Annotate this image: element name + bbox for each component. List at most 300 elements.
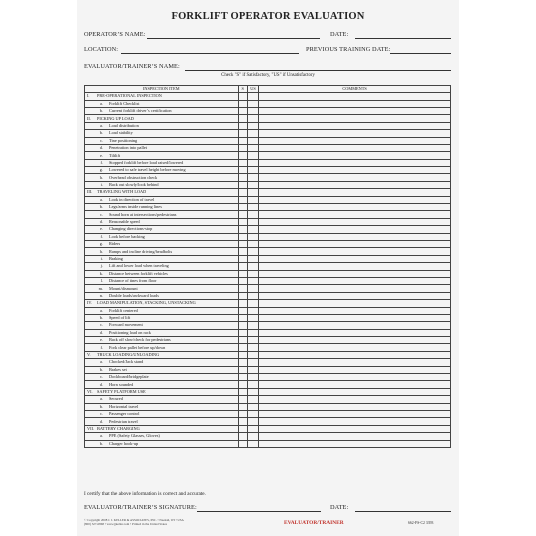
inspection-item-cell <box>85 277 239 284</box>
us-checkbox-cell[interactable] <box>247 329 258 336</box>
comments-cell[interactable] <box>259 174 451 181</box>
inspection-item-cell <box>85 211 239 218</box>
s-checkbox-cell[interactable] <box>238 107 247 114</box>
comments-cell[interactable] <box>259 337 451 344</box>
comments-cell[interactable] <box>259 115 451 122</box>
item-letter: a. <box>100 196 103 202</box>
section-row <box>85 115 451 122</box>
comments-cell[interactable] <box>259 344 451 351</box>
table-row <box>85 307 451 314</box>
s-checkbox-cell[interactable] <box>238 144 247 151</box>
s-checkbox-cell[interactable] <box>238 344 247 351</box>
item-text: Ramps and incline driving/headbolts <box>109 248 173 254</box>
item-text: Speed of lift <box>109 315 131 321</box>
comments-cell[interactable] <box>259 107 451 114</box>
s-checkbox-cell[interactable] <box>238 204 247 211</box>
item-letter: b. <box>99 315 103 321</box>
inspection-item-cell <box>85 418 239 425</box>
s-checkbox-cell[interactable] <box>238 159 247 166</box>
item-letter: i. <box>100 255 103 261</box>
us-checkbox-cell[interactable] <box>247 107 258 114</box>
table-header-row <box>85 86 451 93</box>
us-cell[interactable] <box>247 189 258 196</box>
header-comments: COMMENTS <box>259 86 451 93</box>
item-text: Distance between forklift vehicles <box>109 270 168 276</box>
comments-cell[interactable] <box>259 403 451 410</box>
section-title: BATTERY CHARGING <box>97 425 140 431</box>
table-row <box>85 196 451 203</box>
item-letter: j. <box>100 263 103 269</box>
s-checkbox-cell[interactable] <box>238 255 247 262</box>
item-text: Distance of tines from floor <box>109 278 157 284</box>
us-checkbox-cell[interactable] <box>247 100 258 107</box>
comments-cell[interactable] <box>259 137 451 144</box>
section-title-cell <box>85 189 239 196</box>
table-row <box>85 263 451 270</box>
s-checkbox-cell[interactable] <box>238 440 247 447</box>
item-text: Changing directions-stop <box>109 226 153 232</box>
s-checkbox-cell[interactable] <box>238 263 247 270</box>
comments-cell[interactable] <box>259 167 451 174</box>
s-cell[interactable] <box>238 189 247 196</box>
us-checkbox-cell[interactable] <box>247 211 258 218</box>
us-checkbox-cell[interactable] <box>247 307 258 314</box>
item-letter: e. <box>100 152 103 158</box>
evaluator-name-field[interactable] <box>185 70 451 71</box>
comments-cell[interactable] <box>259 418 451 425</box>
s-checkbox-cell[interactable] <box>238 196 247 203</box>
item-text: Positioning load on rack <box>109 329 151 335</box>
section-row <box>85 300 451 307</box>
copy-label: EVALUATOR/TRAINER <box>284 520 344 526</box>
s-cell[interactable] <box>238 351 247 358</box>
item-text: Back off slow/check for pedestrians <box>109 337 171 343</box>
signature-field[interactable] <box>197 511 321 512</box>
item-text: Brakes set <box>109 366 127 372</box>
comments-cell[interactable] <box>259 255 451 262</box>
signature-date-label: DATE: <box>330 504 349 511</box>
comments-cell[interactable] <box>259 204 451 211</box>
us-cell[interactable] <box>247 115 258 122</box>
item-letter: a. <box>100 433 103 439</box>
comments-cell[interactable] <box>259 263 451 270</box>
comments-cell[interactable] <box>259 322 451 329</box>
us-checkbox-cell[interactable] <box>247 277 258 284</box>
table-row <box>85 100 451 107</box>
table-row <box>85 248 451 255</box>
item-letter: f. <box>100 233 103 239</box>
comments-cell[interactable] <box>259 130 451 137</box>
inspection-item-cell <box>85 344 239 351</box>
section-title-cell <box>85 115 239 122</box>
table-row <box>85 167 451 174</box>
comments-cell[interactable] <box>259 410 451 417</box>
comments-cell[interactable] <box>259 277 451 284</box>
us-checkbox-cell[interactable] <box>247 137 258 144</box>
table-row <box>85 396 451 403</box>
item-text: PPE (Safety Glasses, Gloves) <box>109 433 160 439</box>
inspection-item-cell <box>85 329 239 336</box>
s-checkbox-cell[interactable] <box>238 233 247 240</box>
certification-statement: I certify that the above information is correct and accurate. <box>84 491 206 497</box>
us-checkbox-cell[interactable] <box>247 152 258 159</box>
comments-cell[interactable] <box>259 307 451 314</box>
section-title-cell <box>85 351 239 358</box>
inspection-item-cell <box>85 255 239 262</box>
inspection-item-cell <box>85 181 239 188</box>
section-number: V. <box>87 352 91 358</box>
s-checkbox-cell[interactable] <box>238 130 247 137</box>
s-checkbox-cell[interactable] <box>238 433 247 440</box>
us-checkbox-cell[interactable] <box>247 381 258 388</box>
item-text: Forklift centered <box>109 307 138 313</box>
s-checkbox-cell[interactable] <box>238 337 247 344</box>
table-row <box>85 329 451 336</box>
us-checkbox-cell[interactable] <box>247 440 258 447</box>
item-letter: e. <box>100 226 103 232</box>
us-checkbox-cell[interactable] <box>247 366 258 373</box>
inspection-item-cell <box>85 248 239 255</box>
section-title: SAFETY PLATFORM USE <box>97 389 146 394</box>
s-checkbox-cell[interactable] <box>238 218 247 225</box>
us-checkbox-cell[interactable] <box>247 433 258 440</box>
s-checkbox-cell[interactable] <box>238 137 247 144</box>
inspection-item-cell <box>85 204 239 211</box>
s-checkbox-cell[interactable] <box>238 211 247 218</box>
comments-cell[interactable] <box>259 440 451 447</box>
comments-cell[interactable] <box>259 396 451 403</box>
comments-cell[interactable] <box>259 189 451 196</box>
item-text: Legs/arms inside running lines <box>109 204 162 210</box>
us-checkbox-cell[interactable] <box>247 167 258 174</box>
table-row <box>85 255 451 262</box>
inspection-item-cell <box>85 359 239 366</box>
inspection-item-cell <box>85 366 239 373</box>
us-cell[interactable] <box>247 351 258 358</box>
inspection-item-cell <box>85 107 239 114</box>
item-text: Secured <box>109 396 123 402</box>
section-row <box>85 351 451 358</box>
comments-cell[interactable] <box>259 285 451 292</box>
s-checkbox-cell[interactable] <box>238 329 247 336</box>
section-row <box>85 425 451 432</box>
item-text: Overhead obstruction check <box>109 174 158 180</box>
us-checkbox-cell[interactable] <box>247 159 258 166</box>
item-letter: b. <box>99 130 103 136</box>
table-row <box>85 410 451 417</box>
s-checkbox-cell[interactable] <box>238 292 247 299</box>
comments-cell[interactable] <box>259 226 451 233</box>
us-cell[interactable] <box>247 388 258 395</box>
s-checkbox-cell[interactable] <box>238 396 247 403</box>
us-checkbox-cell[interactable] <box>247 314 258 321</box>
s-checkbox-cell[interactable] <box>238 314 247 321</box>
us-checkbox-cell[interactable] <box>247 322 258 329</box>
comments-cell[interactable] <box>259 233 451 240</box>
us-checkbox-cell[interactable] <box>247 337 258 344</box>
us-checkbox-cell[interactable] <box>247 218 258 225</box>
header-s: S <box>238 86 247 93</box>
inspection-item-cell <box>85 440 239 447</box>
item-text: Forklift Checklist <box>109 100 140 106</box>
comments-cell[interactable] <box>259 100 451 107</box>
table-row <box>85 226 451 233</box>
table-row <box>85 440 451 447</box>
comments-cell[interactable] <box>259 122 451 129</box>
us-checkbox-cell[interactable] <box>247 174 258 181</box>
us-checkbox-cell[interactable] <box>247 344 258 351</box>
table-row <box>85 144 451 151</box>
operator-name-field[interactable] <box>147 38 320 39</box>
location-field[interactable] <box>121 53 299 54</box>
comments-cell[interactable] <box>259 359 451 366</box>
item-text: Dockboard/bridgeplate <box>109 374 149 380</box>
item-text: Load distribution <box>109 122 139 128</box>
s-checkbox-cell[interactable] <box>238 100 247 107</box>
inspection-item-cell <box>85 292 239 299</box>
table-row <box>85 122 451 129</box>
inspection-item-cell <box>85 322 239 329</box>
item-letter: l. <box>100 278 103 284</box>
section-number: VII. <box>87 425 95 431</box>
comments-cell[interactable] <box>259 144 451 151</box>
inspection-item-cell <box>85 100 239 107</box>
section-title-cell <box>85 425 239 432</box>
us-checkbox-cell[interactable] <box>247 181 258 188</box>
section-row <box>85 388 451 395</box>
comments-cell[interactable] <box>259 425 451 432</box>
s-checkbox-cell[interactable] <box>238 181 247 188</box>
item-letter: a. <box>100 396 103 402</box>
previous-training-date-field[interactable] <box>390 53 451 54</box>
s-checkbox-cell[interactable] <box>238 226 247 233</box>
comments-cell[interactable] <box>259 93 451 100</box>
item-letter: g. <box>99 167 103 173</box>
table-row <box>85 433 451 440</box>
s-checkbox-cell[interactable] <box>238 174 247 181</box>
inspection-item-cell <box>85 196 239 203</box>
us-checkbox-cell[interactable] <box>247 144 258 151</box>
item-letter: f. <box>100 344 103 350</box>
s-cell[interactable] <box>238 93 247 100</box>
item-text: Riders <box>109 241 121 247</box>
table-row <box>85 403 451 410</box>
inspection-item-cell <box>85 374 239 381</box>
comments-cell[interactable] <box>259 159 451 166</box>
form-code: 662-FS-C2 3393 <box>408 521 434 525</box>
comments-cell[interactable] <box>259 388 451 395</box>
table-row <box>85 285 451 292</box>
item-letter: c. <box>100 411 103 417</box>
footer-copyright <box>84 519 184 527</box>
table-row <box>85 233 451 240</box>
inspection-item-cell <box>85 263 239 270</box>
inspection-item-cell <box>85 233 239 240</box>
us-cell[interactable] <box>247 93 258 100</box>
section-title: TRAVELING WITH LOAD <box>97 189 147 195</box>
table-row <box>85 337 451 344</box>
us-checkbox-cell[interactable] <box>247 285 258 292</box>
us-checkbox-cell[interactable] <box>247 204 258 211</box>
table-row <box>85 366 451 373</box>
table-row <box>85 270 451 277</box>
item-letter: d. <box>99 381 103 387</box>
section-number: IV. <box>87 300 93 306</box>
s-checkbox-cell[interactable] <box>238 403 247 410</box>
item-letter: h. <box>99 248 103 254</box>
inspection-item-cell <box>85 433 239 440</box>
check-instruction: Check "S" if Satisfactory, "US" if Unsatisfactory <box>221 73 315 78</box>
item-letter: c. <box>100 137 103 143</box>
s-checkbox-cell[interactable] <box>238 285 247 292</box>
us-checkbox-cell[interactable] <box>247 196 258 203</box>
comments-cell[interactable] <box>259 314 451 321</box>
s-checkbox-cell[interactable] <box>238 248 247 255</box>
us-checkbox-cell[interactable] <box>247 226 258 233</box>
item-text: Fork clear pallet before up/down <box>109 344 166 350</box>
item-text: Passenger control <box>109 411 140 417</box>
table-row <box>85 107 451 114</box>
item-text: Braking <box>109 255 123 261</box>
inspection-item-cell <box>85 270 239 277</box>
previous-training-date-label: PREVIOUS TRAINING DATE: <box>306 46 391 53</box>
header-inspection-item: INSPECTION ITEM <box>85 86 239 93</box>
s-checkbox-cell[interactable] <box>238 410 247 417</box>
s-checkbox-cell[interactable] <box>238 381 247 388</box>
comments-cell[interactable] <box>259 329 451 336</box>
comments-cell[interactable] <box>259 248 451 255</box>
section-title-cell <box>85 388 239 395</box>
item-letter: a. <box>100 100 103 106</box>
inspection-item-cell <box>85 130 239 137</box>
us-checkbox-cell[interactable] <box>247 130 258 137</box>
item-letter: d. <box>99 145 103 151</box>
comments-cell[interactable] <box>259 433 451 440</box>
s-checkbox-cell[interactable] <box>238 374 247 381</box>
us-cell[interactable] <box>247 300 258 307</box>
s-checkbox-cell[interactable] <box>238 418 247 425</box>
us-checkbox-cell[interactable] <box>247 396 258 403</box>
us-checkbox-cell[interactable] <box>247 263 258 270</box>
us-checkbox-cell[interactable] <box>247 403 258 410</box>
item-text: Pedestrian travel <box>109 418 138 424</box>
s-cell[interactable] <box>238 388 247 395</box>
us-checkbox-cell[interactable] <box>247 233 258 240</box>
inspection-item-cell <box>85 410 239 417</box>
item-letter: b. <box>99 366 103 372</box>
section-number: II. <box>87 115 91 121</box>
item-letter: c. <box>100 374 103 380</box>
item-letter: i. <box>100 182 103 188</box>
item-text: Sound horn at intersections/pedestrians <box>109 211 177 217</box>
comments-cell[interactable] <box>259 292 451 299</box>
inspection-item-cell <box>85 152 239 159</box>
comments-cell[interactable] <box>259 381 451 388</box>
table-row <box>85 344 451 351</box>
us-checkbox-cell[interactable] <box>247 374 258 381</box>
comments-cell[interactable] <box>259 196 451 203</box>
item-letter: b. <box>99 440 103 446</box>
item-text: Double loads/awkward loads <box>109 292 159 298</box>
comments-cell[interactable] <box>259 351 451 358</box>
inspection-item-cell <box>85 337 239 344</box>
us-checkbox-cell[interactable] <box>247 418 258 425</box>
us-checkbox-cell[interactable] <box>247 122 258 129</box>
section-number: III. <box>87 189 93 195</box>
table-row <box>85 204 451 211</box>
comments-cell[interactable] <box>259 181 451 188</box>
us-checkbox-cell[interactable] <box>247 410 258 417</box>
item-text: Lift and lower load when traveling <box>109 263 169 269</box>
date-label: DATE: <box>330 31 349 38</box>
inspection-item-cell <box>85 314 239 321</box>
item-text: Chocked/Jack stand <box>109 359 144 365</box>
table-row <box>85 137 451 144</box>
section-title: TRUCK LOADING/UNLOADING <box>97 352 160 358</box>
table-row <box>85 314 451 321</box>
item-text: Tiltlift <box>109 152 121 158</box>
s-checkbox-cell[interactable] <box>238 270 247 277</box>
table-row <box>85 359 451 366</box>
header-us: US <box>247 86 258 93</box>
comments-cell[interactable] <box>259 374 451 381</box>
s-checkbox-cell[interactable] <box>238 277 247 284</box>
operator-name-label: OPERATOR’S NAME: <box>84 31 146 38</box>
us-checkbox-cell[interactable] <box>247 270 258 277</box>
table-row <box>85 159 451 166</box>
us-checkbox-cell[interactable] <box>247 292 258 299</box>
section-title: PICKING UP LOAD <box>97 115 134 121</box>
section-title: LOAD MANIPULATION, STACKING, UNSTACKING <box>97 300 196 306</box>
item-text: Reasonable speed <box>109 219 140 225</box>
item-letter: b. <box>99 403 103 409</box>
s-checkbox-cell[interactable] <box>238 307 247 314</box>
s-checkbox-cell[interactable] <box>238 167 247 174</box>
comments-cell[interactable] <box>259 300 451 307</box>
us-checkbox-cell[interactable] <box>247 359 258 366</box>
comments-cell[interactable] <box>259 211 451 218</box>
item-letter: b. <box>99 204 103 210</box>
comments-cell[interactable] <box>259 366 451 373</box>
us-checkbox-cell[interactable] <box>247 241 258 248</box>
comments-cell[interactable] <box>259 152 451 159</box>
table-row <box>85 277 451 284</box>
item-letter: a. <box>100 307 103 313</box>
s-checkbox-cell[interactable] <box>238 359 247 366</box>
s-cell[interactable] <box>238 115 247 122</box>
us-cell[interactable] <box>247 425 258 432</box>
us-checkbox-cell[interactable] <box>247 255 258 262</box>
inspection-item-cell <box>85 396 239 403</box>
section-number: VI. <box>87 389 93 394</box>
table-row <box>85 292 451 299</box>
evaluator-name-label: EVALUATOR/TRAINER’S NAME: <box>84 63 180 70</box>
date-field[interactable] <box>355 38 451 39</box>
s-checkbox-cell[interactable] <box>238 152 247 159</box>
s-checkbox-cell[interactable] <box>238 366 247 373</box>
s-cell[interactable] <box>238 300 247 307</box>
s-cell[interactable] <box>238 425 247 432</box>
s-checkbox-cell[interactable] <box>238 241 247 248</box>
comments-cell[interactable] <box>259 270 451 277</box>
s-checkbox-cell[interactable] <box>238 122 247 129</box>
us-checkbox-cell[interactable] <box>247 248 258 255</box>
s-checkbox-cell[interactable] <box>238 322 247 329</box>
signature-date-field[interactable] <box>355 511 451 512</box>
comments-cell[interactable] <box>259 218 451 225</box>
comments-cell[interactable] <box>259 241 451 248</box>
item-text: Forward movement <box>109 322 143 328</box>
